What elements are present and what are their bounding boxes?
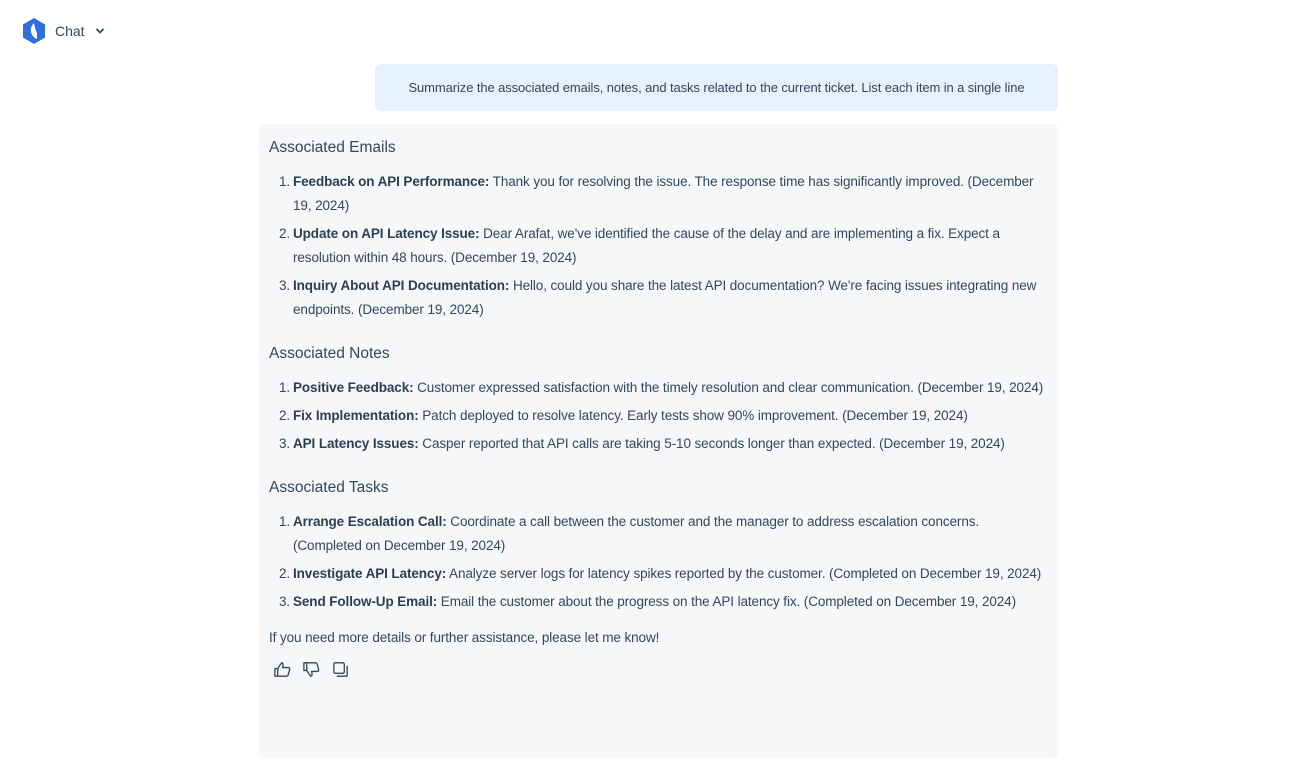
list-item: 2. Update on API Latency Issue: Dear Arafat, we've identified the cause of the delay and are implementing a fix. Expect a resolution within 48 hours. (December 19, 2024) — [279, 226, 1000, 265]
app-header — [22, 17, 105, 45]
message-actions — [273, 660, 1047, 679]
section-title: Associated Tasks — [269, 479, 389, 496]
copy-icon[interactable] — [331, 660, 350, 679]
hexagon-logo-icon — [22, 17, 46, 45]
user-message — [375, 64, 1058, 111]
list-item: 1. Positive Feedback: Customer expressed satisfaction with the timely resolution and clear communication. (December 19, 2024) — [279, 380, 1044, 395]
list-item: 2. Investigate API Latency: Analyze server logs for latency spikes reported by the customer. (Completed on December 19, 2024) — [279, 566, 1042, 581]
list-item: 1. Arrange Escalation Call: Coordinate a call between the customer and the manager to address escalation concerns. (Completed on December 19, 2024) — [279, 514, 980, 553]
section-tasks — [269, 478, 1047, 614]
list-item: 2. Fix Implementation: Patch deployed to resolve latency. Early tests show 90% improvement. (December 19, 2024) — [279, 408, 968, 423]
list-item: 3. API Latency Issues: Casper reported that API calls are taking 5-10 seconds longer than expected. (December 19, 2024) — [279, 436, 1005, 451]
list-item: 3. Send Follow-Up Email: Email the customer about the progress on the API latency fix. (Completed on December 19, 2024) — [279, 594, 1016, 609]
section-notes — [269, 344, 1047, 456]
chevron-down-icon[interactable] — [95, 26, 105, 36]
app-title[interactable]: Chat — [55, 23, 85, 39]
section-emails — [269, 138, 1047, 322]
thumbs-up-icon[interactable] — [273, 660, 292, 679]
assistant-message — [258, 124, 1058, 758]
section-title: Associated Notes — [269, 345, 390, 362]
user-message-text: Summarize the associated emails, notes, and tasks related to the current ticket. List each item in a single line — [408, 80, 1025, 95]
thumbs-down-icon[interactable] — [302, 660, 321, 679]
section-title: Associated Emails — [269, 139, 396, 156]
closing-text: If you need more details or further assistance, please let me know! — [269, 630, 660, 645]
list-item: 3. Inquiry About API Documentation: Hello, could you share the latest API documentation? We're facing issues integrating new endpoints. (December 19, 2024) — [279, 278, 1037, 317]
list-item: 1. Feedback on API Performance: Thank you for resolving the issue. The response time has significantly improved. (December 19, 2024) — [279, 174, 1034, 213]
